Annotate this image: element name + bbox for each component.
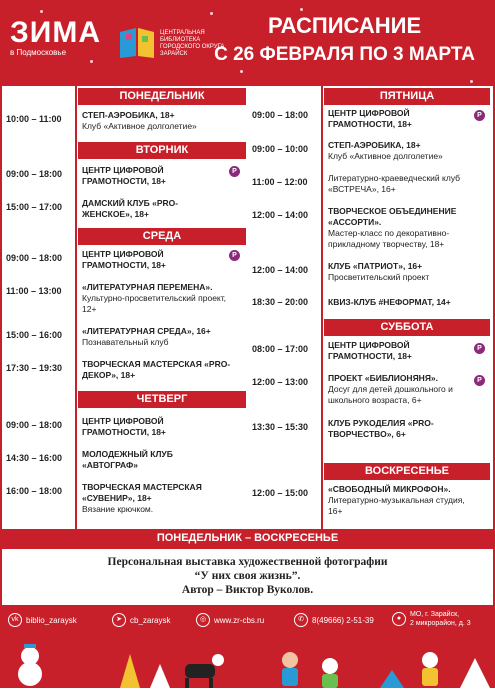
event-time: 10:00 – 11:00 <box>6 114 62 124</box>
event <box>328 340 458 362</box>
event <box>82 110 232 132</box>
event-time: 12:00 – 15:00 <box>252 488 309 498</box>
event <box>328 297 488 308</box>
event-name: «ЛИТЕРАТУРНАЯ ПЕРЕМЕНА». <box>82 282 213 292</box>
event-name: СТЕП-АЭРОБИКА, 18+ <box>82 110 175 120</box>
pushkin-card-icon: Р <box>474 110 485 121</box>
event-time: 11:00 – 13:00 <box>6 286 62 296</box>
event <box>328 140 478 162</box>
event <box>328 173 483 195</box>
event-name: МОЛОДЕЖНЫЙ КЛУБ «АВТОГРАФ» <box>82 449 173 470</box>
schedule-left-column <box>2 86 249 529</box>
schedule-right-column <box>248 86 493 529</box>
day-header-wednesday: СРЕДА <box>78 228 246 245</box>
event-name: «ЛИТЕРАТУРНАЯ СРЕДА», 16+ <box>82 326 211 336</box>
event-time: 15:00 – 17:00 <box>6 202 63 212</box>
event-name: ТВОРЧЕСКОЕ ОБЪЕДИНЕНИЕ «АССОРТИ». <box>328 206 457 227</box>
address-line-2: 2 микрорайон, д. 3 <box>410 620 471 627</box>
event-desc: Клуб «Активное долголетие» <box>328 151 443 161</box>
telegram-icon: ➤ <box>112 613 126 627</box>
address <box>392 610 471 628</box>
winter-illustration <box>0 634 495 700</box>
pushkin-card-icon: Р <box>474 375 485 386</box>
globe-icon: ◎ <box>196 613 210 627</box>
event <box>82 249 212 271</box>
event <box>82 359 232 381</box>
event-time: 14:30 – 16:00 <box>6 453 63 463</box>
event-time: 12:00 – 14:00 <box>252 210 309 220</box>
phone-icon: ✆ <box>294 613 308 627</box>
event-desc: Клуб «Активное долголетие» <box>82 121 197 131</box>
event <box>328 206 488 250</box>
event-time: 12:00 – 13:00 <box>252 377 309 387</box>
logo-text: ЗИМА <box>10 16 102 49</box>
event-desc: Культурно-просветительский проект, 12+ <box>82 293 227 314</box>
event-name: КЛУБ «ПАТРИОТ», 16+ <box>328 261 423 271</box>
event <box>82 198 212 220</box>
pushkin-card-icon: Р <box>229 250 240 261</box>
telegram-link[interactable] <box>112 613 170 627</box>
event-desc: Досуг для детей дошкольного и школьного возраста, 6+ <box>328 384 453 405</box>
address-line-1: МО, г. Зарайск, <box>410 611 460 618</box>
event-name: ЦЕНТР ЦИФРОВОЙ ГРАМОТНОСТИ, 18+ <box>328 340 412 361</box>
vk-link[interactable] <box>8 613 77 627</box>
event-desc: Познавательный клуб <box>82 337 169 347</box>
event-name: ЦЕНТР ЦИФРОВОЙ ГРАМОТНОСТИ, 18+ <box>82 249 166 270</box>
event-time: 09:00 – 18:00 <box>6 169 63 179</box>
event-time: 09:00 – 18:00 <box>6 253 63 263</box>
event-time: 09:00 – 18:00 <box>6 420 63 430</box>
event-desc: Литературно-музыкальная студия, 16+ <box>328 495 465 516</box>
header-banner <box>0 0 495 92</box>
event-time: 16:00 – 18:00 <box>6 486 63 496</box>
event-time: 13:30 – 15:30 <box>252 422 309 432</box>
exhibition-line-2: “У них своя жизнь”. <box>194 570 301 582</box>
phone-number: 8(49666) 2-51-39 <box>312 615 374 625</box>
pushkin-card-icon: Р <box>474 343 485 354</box>
event-time: 09:00 – 18:00 <box>252 110 309 120</box>
exhibition-block <box>2 549 493 605</box>
event <box>328 418 473 440</box>
event-name: ПРОЕКТ «БИБЛИОНЯНЯ». <box>328 373 439 383</box>
event <box>328 484 478 517</box>
event-name: КВИЗ-КЛУБ #НЕФОРМАТ, 14+ <box>328 297 451 307</box>
day-header-tuesday: ВТОРНИК <box>78 142 246 159</box>
location-icon: ● <box>392 612 406 626</box>
event <box>82 326 242 348</box>
event-desc: Просветительский проект <box>328 272 430 282</box>
event-time: 18:30 – 20:00 <box>252 297 309 307</box>
event-name: ДАМСКИЙ КЛУБ «PRO-ЖЕНСКОЕ», 18+ <box>82 198 179 219</box>
pushkin-card-icon: Р <box>229 166 240 177</box>
event-name: «СВОБОДНЫЙ МИКРОФОН». <box>328 484 451 494</box>
event-time: 15:00 – 16:00 <box>6 330 63 340</box>
event-desc: Вязание крючком. <box>82 504 154 514</box>
logo-subtitle: в Подмосковье <box>10 48 67 57</box>
telegram-handle: cb_zaraysk <box>130 615 171 625</box>
book-icon <box>118 24 156 60</box>
event-name: ЦЕНТР ЦИФРОВОЙ ГРАМОТНОСТИ, 18+ <box>328 108 412 129</box>
event-name: ЦЕНТР ЦИФРОВОЙ ГРАМОТНОСТИ, 18+ <box>82 416 166 437</box>
vk-icon: vk <box>8 613 22 627</box>
day-header-thursday: ЧЕТВЕРГ <box>78 391 246 408</box>
phone-link[interactable] <box>294 613 374 627</box>
event-time: 12:00 – 14:00 <box>252 265 309 275</box>
title-line-2: С 26 ФЕВРАЛЯ ПО 3 МАРТА <box>214 44 475 65</box>
website-link[interactable] <box>196 613 264 627</box>
event <box>82 449 212 471</box>
event <box>328 108 458 130</box>
library-name: ЦЕНТРАЛЬНАЯ БИБЛИОТЕКА ГОРОДСКОГО ОКРУГА ЗАРАЙСК <box>160 30 225 57</box>
event-name: Литературно-краеведческий клуб «ВСТРЕЧА», 16+ <box>328 173 461 194</box>
event-name: КЛУБ РУКОДЕЛИЯ «PRO-ТВОРЧЕСТВО», 6+ <box>328 418 434 439</box>
zima-logo <box>10 18 101 58</box>
event-name: СТЕП-АЭРОБИКА, 18+ <box>328 140 421 150</box>
event-name: ЦЕНТР ЦИФРОВОЙ ГРАМОТНОСТИ, 18+ <box>82 165 166 186</box>
exhibition-line-3: Автор – Виктор Вуколов. <box>181 584 314 596</box>
day-header-friday: ПЯТНИЦА <box>324 88 490 105</box>
event <box>82 482 232 515</box>
event <box>328 261 483 283</box>
event <box>328 373 473 406</box>
title-line-1: РАСПИСАНИЕ <box>267 13 422 38</box>
week-header: ПОНЕДЕЛЬНИК – ВОСКРЕСЕНЬЕ <box>2 529 493 547</box>
event-name: ТВОРЧЕСКАЯ МАСТЕРСКАЯ «СУВЕНИР», 18+ <box>82 482 202 503</box>
day-header-saturday: СУББОТА <box>324 319 490 336</box>
event-desc: Мастер-класс по декоративно-прикладному творчеству, 18+ <box>328 228 450 249</box>
event <box>82 165 212 187</box>
day-header-monday: ПОНЕДЕЛЬНИК <box>78 88 246 105</box>
exhibition-line-1: Персональная выставка художественной фотографии <box>107 556 388 568</box>
social-bar <box>0 607 495 633</box>
vk-handle: biblio_zaraysk <box>26 615 77 625</box>
page-title <box>214 14 475 66</box>
snowman-icon <box>18 644 42 686</box>
event <box>82 282 242 315</box>
event-time: 17:30 – 19:30 <box>6 363 63 373</box>
event-time: 09:00 – 10:00 <box>252 144 309 154</box>
website-url: www.zr-cbs.ru <box>214 615 265 625</box>
event <box>82 416 212 438</box>
event-name: ТВОРЧЕСКАЯ МАСТЕРСКАЯ «PRO-ДЕКОР», 18+ <box>82 359 231 380</box>
event-time: 08:00 – 17:00 <box>252 344 309 354</box>
day-header-sunday: ВОСКРЕСЕНЬЕ <box>324 463 490 480</box>
event-time: 11:00 – 12:00 <box>252 177 308 187</box>
